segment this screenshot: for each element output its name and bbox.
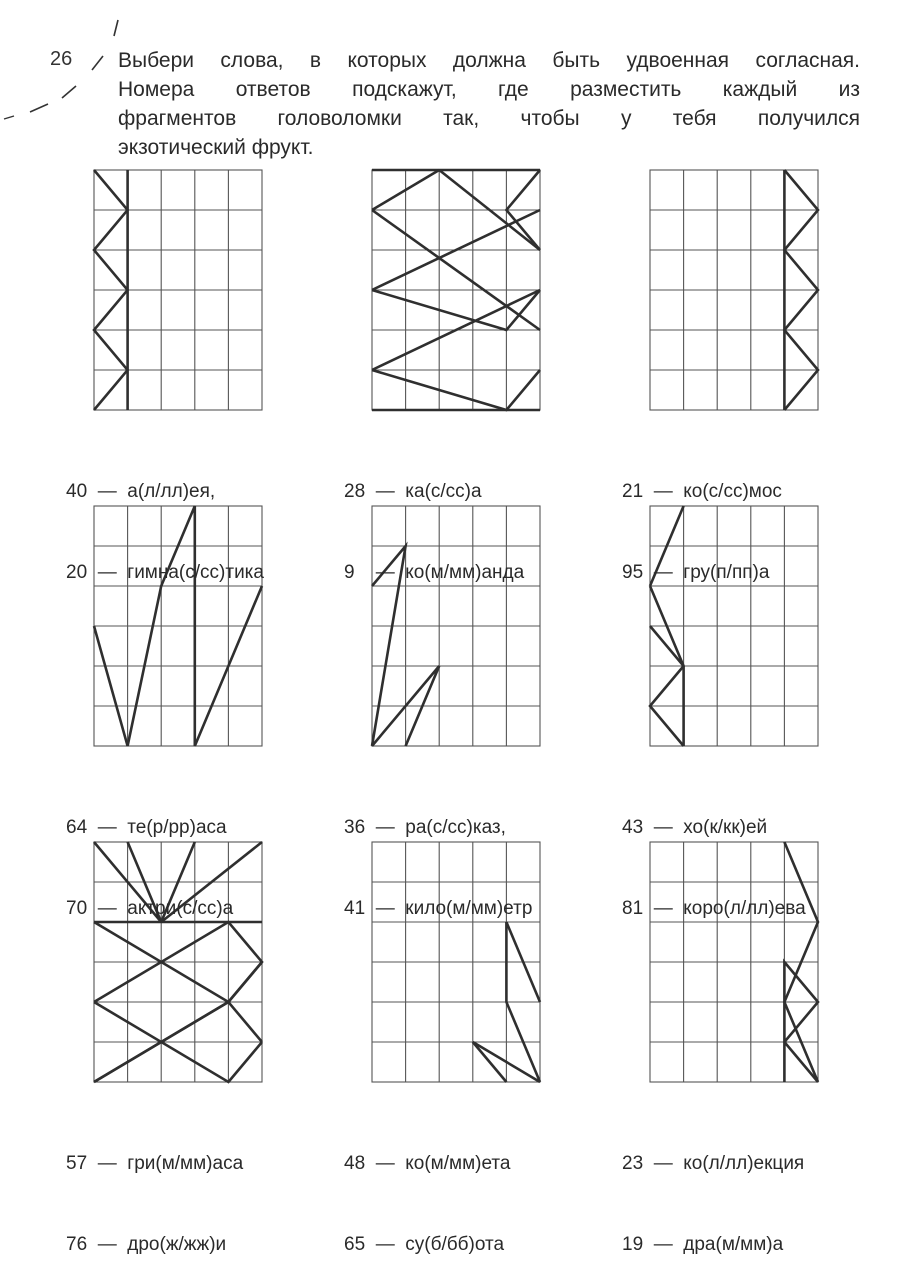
task-line: Выбери слова, в которых должна быть удвоенная согласная. bbox=[118, 49, 860, 72]
answer-line bbox=[622, 1231, 804, 1258]
answer-line bbox=[344, 1150, 510, 1177]
piece-caption bbox=[344, 424, 524, 613]
answer-word: хо(к/кк)ей bbox=[683, 817, 768, 838]
answer-word: дра(м/мм)а bbox=[683, 1234, 784, 1255]
answer-dash: — bbox=[375, 898, 395, 919]
answer-line bbox=[344, 895, 532, 922]
answer-number: 57 bbox=[66, 1153, 88, 1174]
answer-line bbox=[66, 478, 264, 505]
answer-number: 23 bbox=[622, 1153, 644, 1174]
answer-number: 20 bbox=[66, 562, 88, 583]
answer-number: 95 bbox=[622, 562, 644, 583]
answer-dash: — bbox=[653, 1153, 673, 1174]
piece-caption bbox=[66, 760, 233, 949]
answer-word: гимна(с/сс)тика bbox=[127, 562, 264, 583]
answer-word: актри(с/сс)а bbox=[127, 898, 234, 919]
puzzle-piece-3 bbox=[650, 170, 818, 410]
answer-dash: — bbox=[97, 1153, 117, 1174]
answer-number: 19 bbox=[622, 1234, 644, 1255]
answer-line bbox=[622, 478, 782, 505]
fragment-line bbox=[372, 210, 540, 330]
answer-number: 21 bbox=[622, 481, 644, 502]
answer-line bbox=[622, 559, 782, 586]
answer-number: 41 bbox=[344, 898, 366, 919]
answer-dash: — bbox=[375, 481, 395, 502]
answer-dash: — bbox=[375, 562, 395, 583]
answer-number: 40 bbox=[66, 481, 88, 502]
fragment-line bbox=[784, 962, 818, 1082]
answer-word: ко(м/мм)ета bbox=[405, 1153, 511, 1174]
answer-number: 81 bbox=[622, 898, 644, 919]
answer-line bbox=[622, 1150, 804, 1177]
puzzle-piece-1 bbox=[94, 170, 262, 410]
piece-caption bbox=[344, 1096, 510, 1285]
answer-word: коро(л/лл)ева bbox=[683, 898, 806, 919]
task-line: экзотический фрукт. bbox=[118, 136, 314, 159]
answer-dash: — bbox=[97, 817, 117, 838]
answer-word: дро(ж/жж)и bbox=[127, 1234, 227, 1255]
answer-dash: — bbox=[97, 1234, 117, 1255]
answer-line bbox=[344, 1231, 510, 1258]
answer-line bbox=[66, 814, 233, 841]
fragment-line bbox=[372, 370, 540, 410]
answer-dash: — bbox=[653, 817, 673, 838]
piece-caption bbox=[66, 1096, 243, 1285]
answer-dash: — bbox=[97, 481, 117, 502]
answer-word: ко(м/мм)анда bbox=[405, 562, 525, 583]
task-line: фрагментов головоломки так, чтобы у тебя получился bbox=[118, 107, 860, 130]
answer-dash: — bbox=[375, 1234, 395, 1255]
answer-number: 9 bbox=[344, 562, 355, 583]
answer-number: 70 bbox=[66, 898, 88, 919]
answer-dash: — bbox=[653, 898, 673, 919]
answer-word: гри(м/мм)аса bbox=[127, 1153, 244, 1174]
answer-dash: — bbox=[653, 562, 673, 583]
fragment-line bbox=[372, 290, 540, 330]
answer-line bbox=[622, 814, 806, 841]
puzzle-piece-2 bbox=[372, 170, 540, 410]
answer-number: 43 bbox=[622, 817, 644, 838]
answer-word: ко(с/сс)мос bbox=[683, 481, 782, 502]
answer-dash: — bbox=[375, 1153, 395, 1174]
answer-number: 64 bbox=[66, 817, 88, 838]
answer-dash: — bbox=[653, 481, 673, 502]
answer-number: 36 bbox=[344, 817, 366, 838]
answer-line bbox=[622, 895, 806, 922]
task-text bbox=[118, 46, 860, 162]
answer-line bbox=[344, 478, 524, 505]
answer-word: ко(л/лл)екция bbox=[683, 1153, 805, 1174]
answer-line bbox=[66, 895, 233, 922]
piece-caption bbox=[622, 1096, 804, 1285]
answer-number: 76 bbox=[66, 1234, 88, 1255]
answer-word: те(р/рр)аса bbox=[127, 817, 227, 838]
answer-word: а(л/лл)ея, bbox=[127, 481, 216, 502]
piece-caption bbox=[344, 760, 532, 949]
answer-word: ра(с/сс)каз, bbox=[405, 817, 506, 838]
answer-line bbox=[344, 559, 524, 586]
answer-number: 65 bbox=[344, 1234, 366, 1255]
answer-number: 48 bbox=[344, 1153, 366, 1174]
fragment-line bbox=[473, 1042, 507, 1082]
answer-word: гру(п/пп)а bbox=[683, 562, 770, 583]
answer-word: кило(м/мм)етр bbox=[405, 898, 533, 919]
answer-word: су(б/бб)ота bbox=[405, 1234, 505, 1255]
answer-line bbox=[66, 1231, 243, 1258]
answer-line bbox=[344, 814, 532, 841]
answer-number: 28 bbox=[344, 481, 366, 502]
answer-line bbox=[66, 1150, 243, 1177]
page-number: 26 bbox=[50, 48, 73, 70]
answer-line bbox=[66, 559, 264, 586]
piece-caption bbox=[622, 424, 782, 613]
answer-dash: — bbox=[97, 898, 117, 919]
piece-caption bbox=[622, 760, 806, 949]
answer-word: ка(с/сс)а bbox=[405, 481, 482, 502]
piece-caption bbox=[66, 424, 264, 613]
answer-dash: — bbox=[375, 817, 395, 838]
answer-dash: — bbox=[653, 1234, 673, 1255]
fragment-line bbox=[650, 626, 684, 666]
answer-dash: — bbox=[97, 562, 117, 583]
task-line: Номера ответов подскажут, где разместить каждый из bbox=[118, 78, 860, 101]
